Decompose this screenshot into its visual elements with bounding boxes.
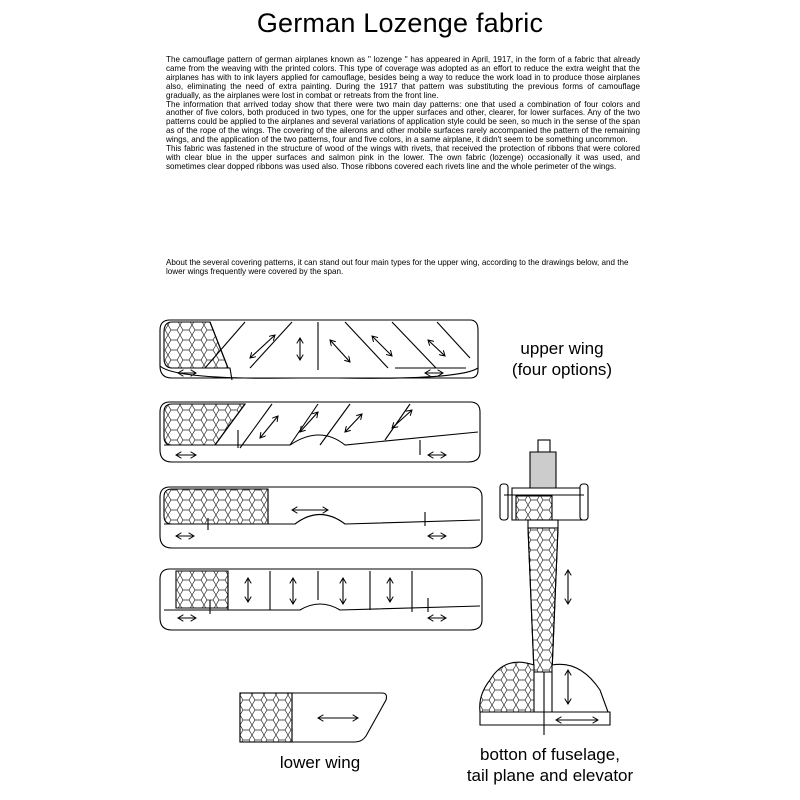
intro-paragraph: About the several covering patterns, it can stand out four main types for the upper wing, according to the drawings below, and the lower wings frequently were covered by the span. [166, 258, 629, 277]
upper-wing-option-2 [160, 402, 480, 462]
lower-wing-drawing [240, 693, 387, 742]
lower-wing-label: lower wing [279, 753, 361, 772]
paragraph-patterns: The information that arrived today show that there were two main day patterns: one that used a combination of four colors and another of five colors, both produced in two types, one for the upper surfaces and other, clearer, for lower surfaces. Any of the two patterns could be applied to the airplanes and several variations of application style could be seen, so much in the sense of the span as of the rope of the wings. The covering of the ailerons and other mobile surfaces rarely accompanied the pattern of the remaining wings, and the application of the two patterns, four and five colors, in a same airplane, it didn't seem to be something uncommon. [166, 99, 640, 145]
fuselage-label: botton of fuselage, tail plane and elevator [466, 745, 634, 785]
upper-wing-label: upper wing (four options) [511, 339, 613, 379]
paragraph-ribbons: This fabric was fastened in the structure of wood of the wings with rivets, that received the protection of ribbons that were colored with clear blue in the upper surfaces and salmon pink in the lower. The own fabric (lozenge) occasionally it was used, and sometimes clear dopped ribbons was used also. Those ribbons covered each rivets line and the whole perimeter of the wings. [166, 144, 640, 171]
upper-wing-option-4 [160, 569, 482, 630]
fuselage-drawing [480, 440, 610, 735]
paragraph-history: The camouflage pattern of german airplanes known as " lozenge " has appeared in April, 1917, in the form of a fabric that already came from the weaving with the printed colors. This type of coverage was adopted as an effort to reduce the extra weight that the airplanes has with to ink layers applied for camouflage, besides being a way to reduce the work load in to produce those airplanes also, eliminating the need of extra painting. During the 1917 that pattern was substituting the previous forms of camouflage gradually, as the airplanes were lost in combat or retreats from the front line. [166, 55, 640, 100]
page-title: German Lozenge fabric [256, 8, 544, 38]
upper-wing-option-3 [160, 487, 482, 548]
upper-wing-option-1 [160, 320, 478, 380]
